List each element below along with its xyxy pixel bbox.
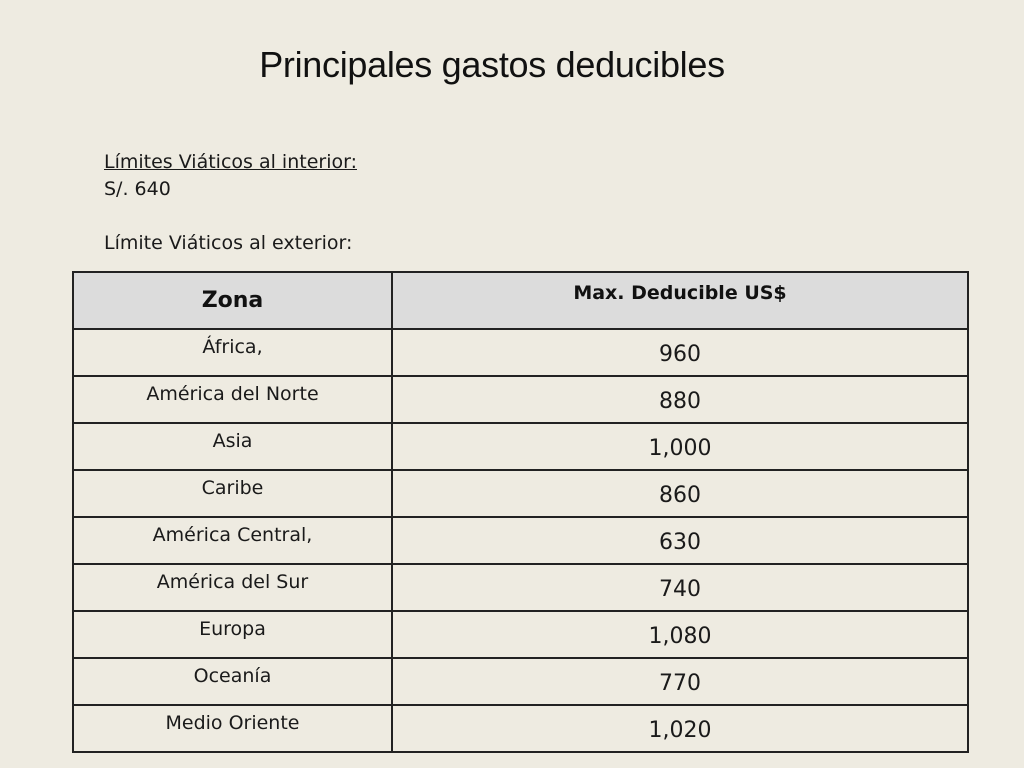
interior-limit-value: S/. 640: [104, 178, 171, 200]
interior-limit-label: Límites Viáticos al interior:: [104, 151, 357, 173]
table-header-row: [73, 272, 968, 329]
max-deductible-cell: 860: [392, 470, 968, 517]
max-deductible-cell: 1,080: [392, 611, 968, 658]
max-deductible-cell: 1,000: [392, 423, 968, 470]
exterior-limit-label: Límite Viáticos al exterior:: [104, 232, 353, 254]
zone-cell: Oceanía: [73, 658, 392, 705]
zone-cell: Caribe: [73, 470, 392, 517]
zone-cell: Medio Oriente: [73, 705, 392, 752]
table-row: [73, 564, 968, 611]
table-row: [73, 611, 968, 658]
zone-cell: Europa: [73, 611, 392, 658]
column-header-max-deductible: Max. Deducible US$: [392, 272, 968, 329]
table-row: [73, 517, 968, 564]
table-row: [73, 470, 968, 517]
max-deductible-cell: 1,020: [392, 705, 968, 752]
viaticos-info: [104, 149, 357, 257]
max-deductible-cell: 630: [392, 517, 968, 564]
column-header-zone: Zona: [73, 272, 392, 329]
table-row: [73, 705, 968, 752]
max-deductible-cell: 770: [392, 658, 968, 705]
max-deductible-cell: 880: [392, 376, 968, 423]
max-deductible-cell: 960: [392, 329, 968, 376]
zone-cell: Asia: [73, 423, 392, 470]
slide-title: Principales gastos deducibles: [259, 44, 725, 85]
zone-cell: África,: [73, 329, 392, 376]
deductible-limits-table: [72, 271, 969, 753]
zone-cell: América del Norte: [73, 376, 392, 423]
table-row: [73, 658, 968, 705]
zone-cell: América Central,: [73, 517, 392, 564]
table-row: [73, 376, 968, 423]
table-row: [73, 423, 968, 470]
max-deductible-cell: 740: [392, 564, 968, 611]
zone-cell: América del Sur: [73, 564, 392, 611]
spacer: [104, 203, 357, 230]
table-row: [73, 329, 968, 376]
